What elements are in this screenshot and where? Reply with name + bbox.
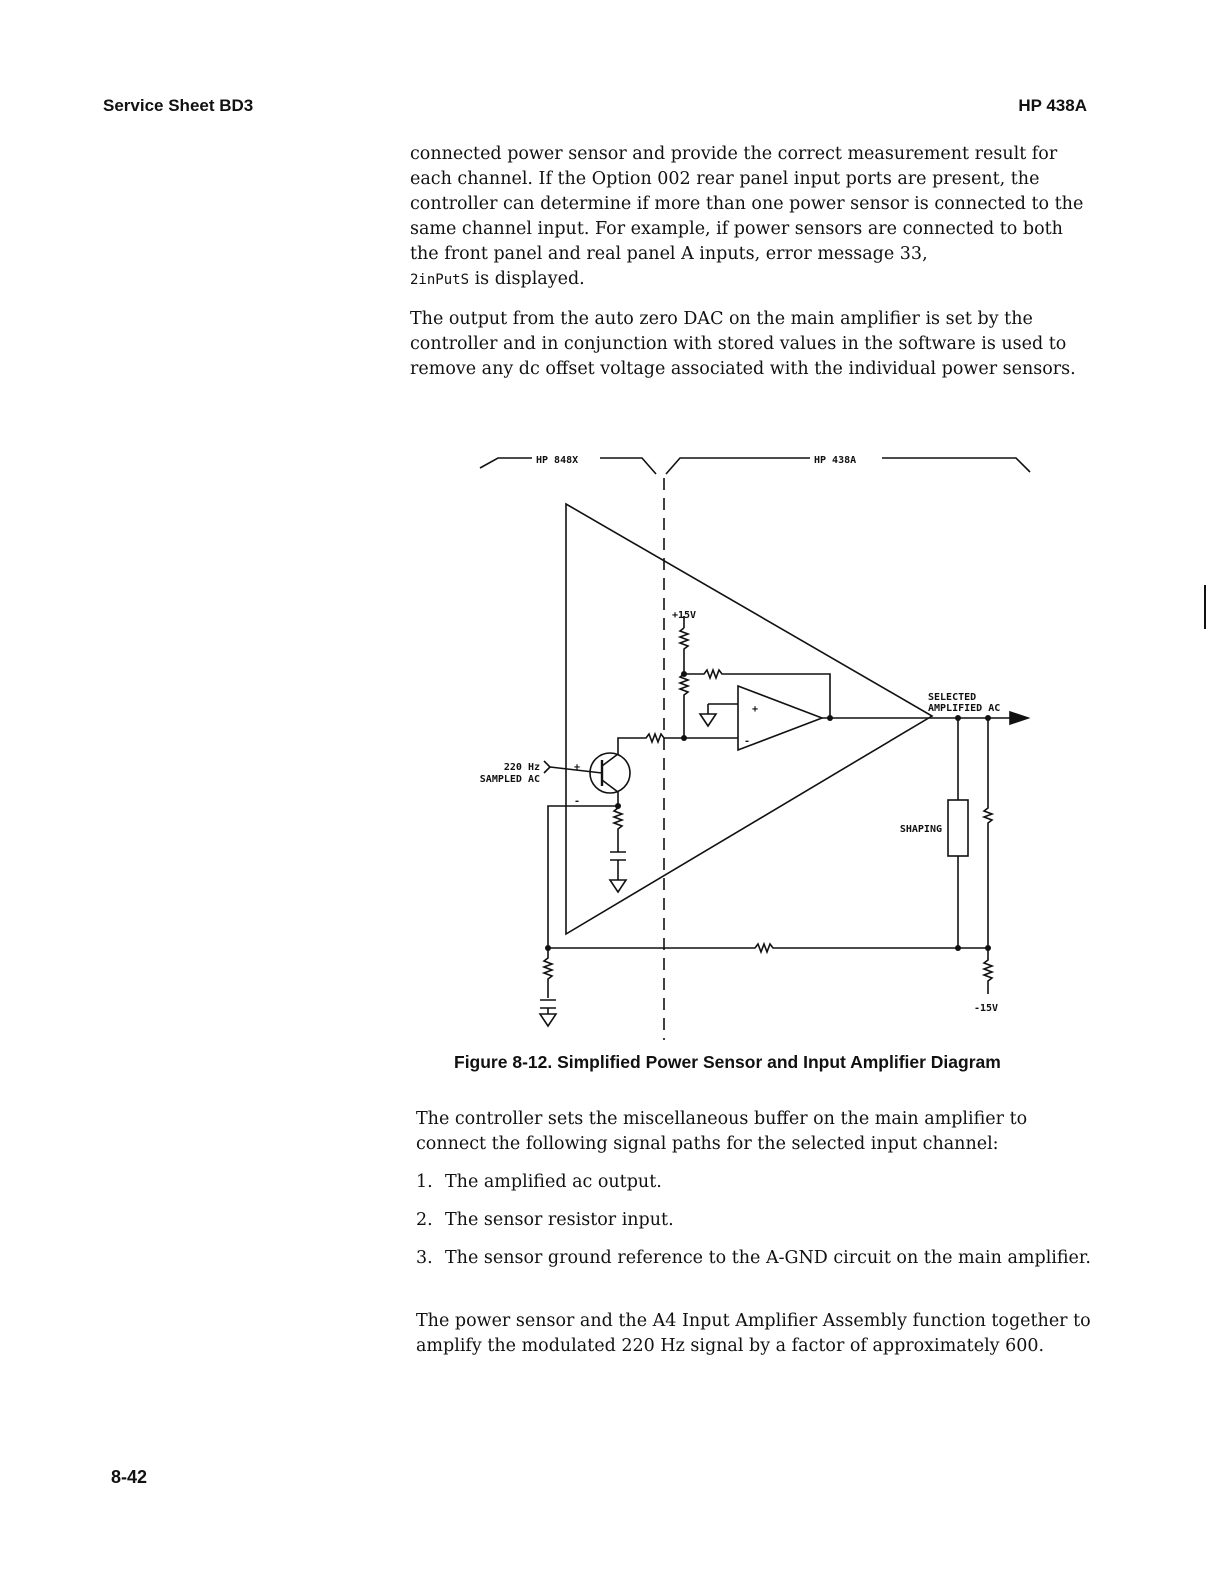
paragraph-power-sensor-detection <box>410 142 1090 293</box>
feedback-return-path <box>548 944 988 952</box>
change-bar <box>1204 585 1206 629</box>
list-text: The sensor ground reference to the A-GND circuit on the main amplifier. <box>445 1248 1091 1268</box>
label-input-1: 220 Hz <box>503 762 540 773</box>
bottom-left-resistor <box>544 948 552 998</box>
brace-right-end <box>882 458 1030 472</box>
ground-symbol <box>700 714 716 726</box>
running-header-model: HP 438A <box>1018 96 1087 115</box>
label-transistor-minus: - <box>574 796 581 807</box>
figure-caption: Figure 8-12. Simplified Power Sensor and Input Amplifier Diagram <box>454 1052 1001 1072</box>
shaping-resistor <box>984 718 992 948</box>
brace-left-end <box>600 458 656 474</box>
input-chevron <box>544 761 550 773</box>
junction <box>681 735 687 741</box>
ground-symbol <box>540 1014 556 1026</box>
label-output-1: SELECTED <box>928 692 977 703</box>
label-opamp-minus: - <box>744 736 751 747</box>
paragraph-text-tail: is displayed. <box>469 269 585 289</box>
emitter-capacitor <box>610 852 626 860</box>
list-number: 1. <box>416 1172 433 1192</box>
brace-left-start <box>480 458 532 468</box>
list-text: The sensor resistor input. <box>445 1210 674 1230</box>
shaping-block <box>948 800 968 856</box>
signal-path-list <box>416 1170 1096 1284</box>
junction <box>985 715 991 721</box>
junction <box>955 715 961 721</box>
emitter-path <box>602 780 618 808</box>
paragraph-auto-zero: The output from the auto zero DAC on the main amplifier is set by the controller and in conjunction with stored values in the software is used to remove any dc offset voltage associated with the individual power sensors. <box>410 309 1076 379</box>
label-opamp-plus: + <box>752 704 759 715</box>
label-hp438a: HP 438A <box>814 455 857 466</box>
list-number: 2. <box>416 1210 433 1230</box>
page-number: 8-42 <box>111 1467 148 1487</box>
list-item <box>416 1246 1096 1271</box>
resistor-r1 <box>680 628 688 674</box>
junction <box>681 671 687 677</box>
junction <box>615 803 621 809</box>
display-code: 2inPutS <box>410 272 470 288</box>
junction <box>827 715 833 721</box>
ground-symbol <box>610 880 626 892</box>
sensor-ground-path <box>548 806 618 948</box>
schematic-svg <box>470 448 1040 1048</box>
output-arrow <box>1010 712 1028 724</box>
running-header-section: Service Sheet BD3 <box>103 96 254 115</box>
brace-right-start <box>666 458 810 474</box>
junction <box>955 945 961 951</box>
amplifier-diagram <box>470 448 1040 1048</box>
list-item <box>416 1208 1096 1233</box>
junction <box>985 945 991 951</box>
paragraph-signal-paths: The controller sets the miscellaneous buffer on the main amplifier to connect the following signal paths for the selected input channel: <box>416 1109 1028 1154</box>
label-output-2: AMPLIFIED AC <box>928 703 1001 714</box>
junction <box>545 945 551 951</box>
emitter-resistor <box>614 808 622 848</box>
paragraph-text: connected power sensor and provide the correct measurement result for each channel. If the Option 002 rear panel input ports are present, the controller can determine if more than one power sensor is connected to the same channel input. For example, if power sensors are connected to both the front panel and real panel A inputs, error message 33, <box>410 144 1084 264</box>
label-shaping: SHAPING <box>899 824 942 835</box>
amplifier-triangle <box>566 504 932 934</box>
paragraph-amplification: The power sensor and the A4 Input Amplifier Assembly function together to amplify the modulated 220 Hz signal by a factor of approximately 600. <box>416 1311 1091 1356</box>
bottom-left-capacitor <box>540 1000 556 1008</box>
label-input-2: SAMPLED AC <box>479 774 540 785</box>
list-number: 3. <box>416 1248 433 1268</box>
op-amp <box>738 686 822 750</box>
list-text: The amplified ac output. <box>445 1172 662 1192</box>
minus15-resistor <box>984 948 992 994</box>
collector-path <box>602 734 684 766</box>
label-plus15v: +15V <box>672 610 697 621</box>
label-minus15v: -15V <box>974 1003 999 1014</box>
list-item <box>416 1170 1096 1195</box>
label-transistor-plus: + <box>574 762 581 773</box>
resistor-r2 <box>680 674 688 738</box>
label-hp848x: HP 848X <box>536 455 579 466</box>
